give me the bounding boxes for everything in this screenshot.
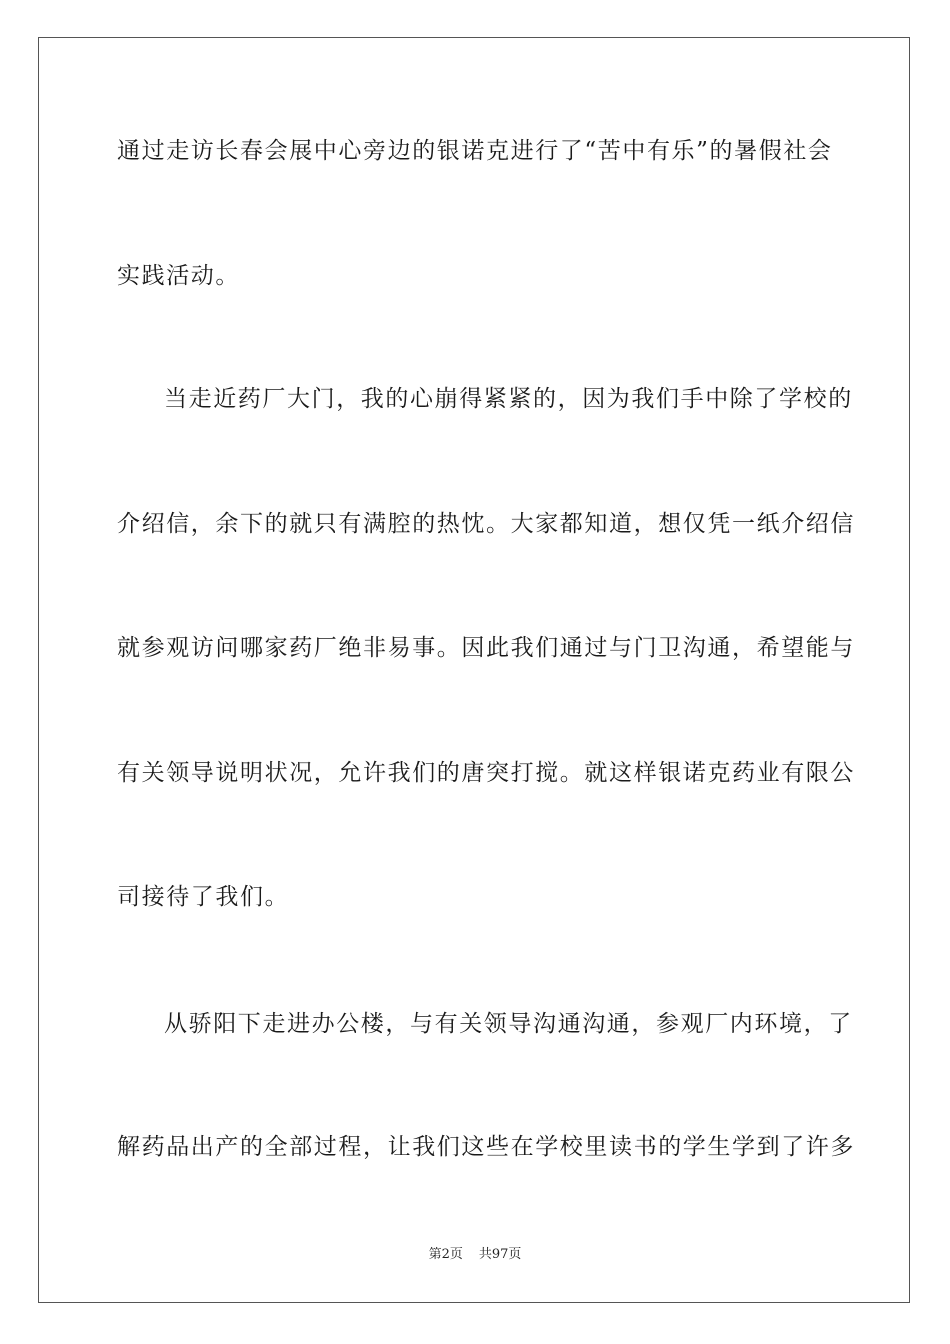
text-line: 通过走访长春会展中心旁边的银诺克进行了“苦中有乐”的暑假社会 [117,138,833,164]
page-number: 第2页 [428,1247,463,1262]
paragraph-start-line: 当走近药厂大门，我的心崩得紧紧的，因为我们手中除了学校的 [164,386,853,412]
page-footer [0,1246,950,1264]
text-line: 司接待了我们。 [117,884,290,910]
text-line: 就参观访问哪家药厂绝非易事。因此我们通过与门卫沟通，希望能与 [117,635,855,661]
text-line: 介绍信，余下的就只有满腔的热忱。大家都知道，想仅凭一纸介绍信 [117,511,855,537]
paragraph-start-line: 从骄阳下走进办公楼，与有关领导沟通沟通，参观厂内环境，了 [164,1011,853,1037]
text-line: 实践活动。 [117,263,240,289]
text-line: 有关领导说明状况，允许我们的唐突打搅。就这样银诺克药业有限公 [117,760,855,786]
text-line: 解药品出产的全部过程，让我们这些在学校里读书的学生学到了许多 [117,1134,855,1160]
page-total: 共97页 [478,1247,522,1262]
page-border [38,37,910,1303]
